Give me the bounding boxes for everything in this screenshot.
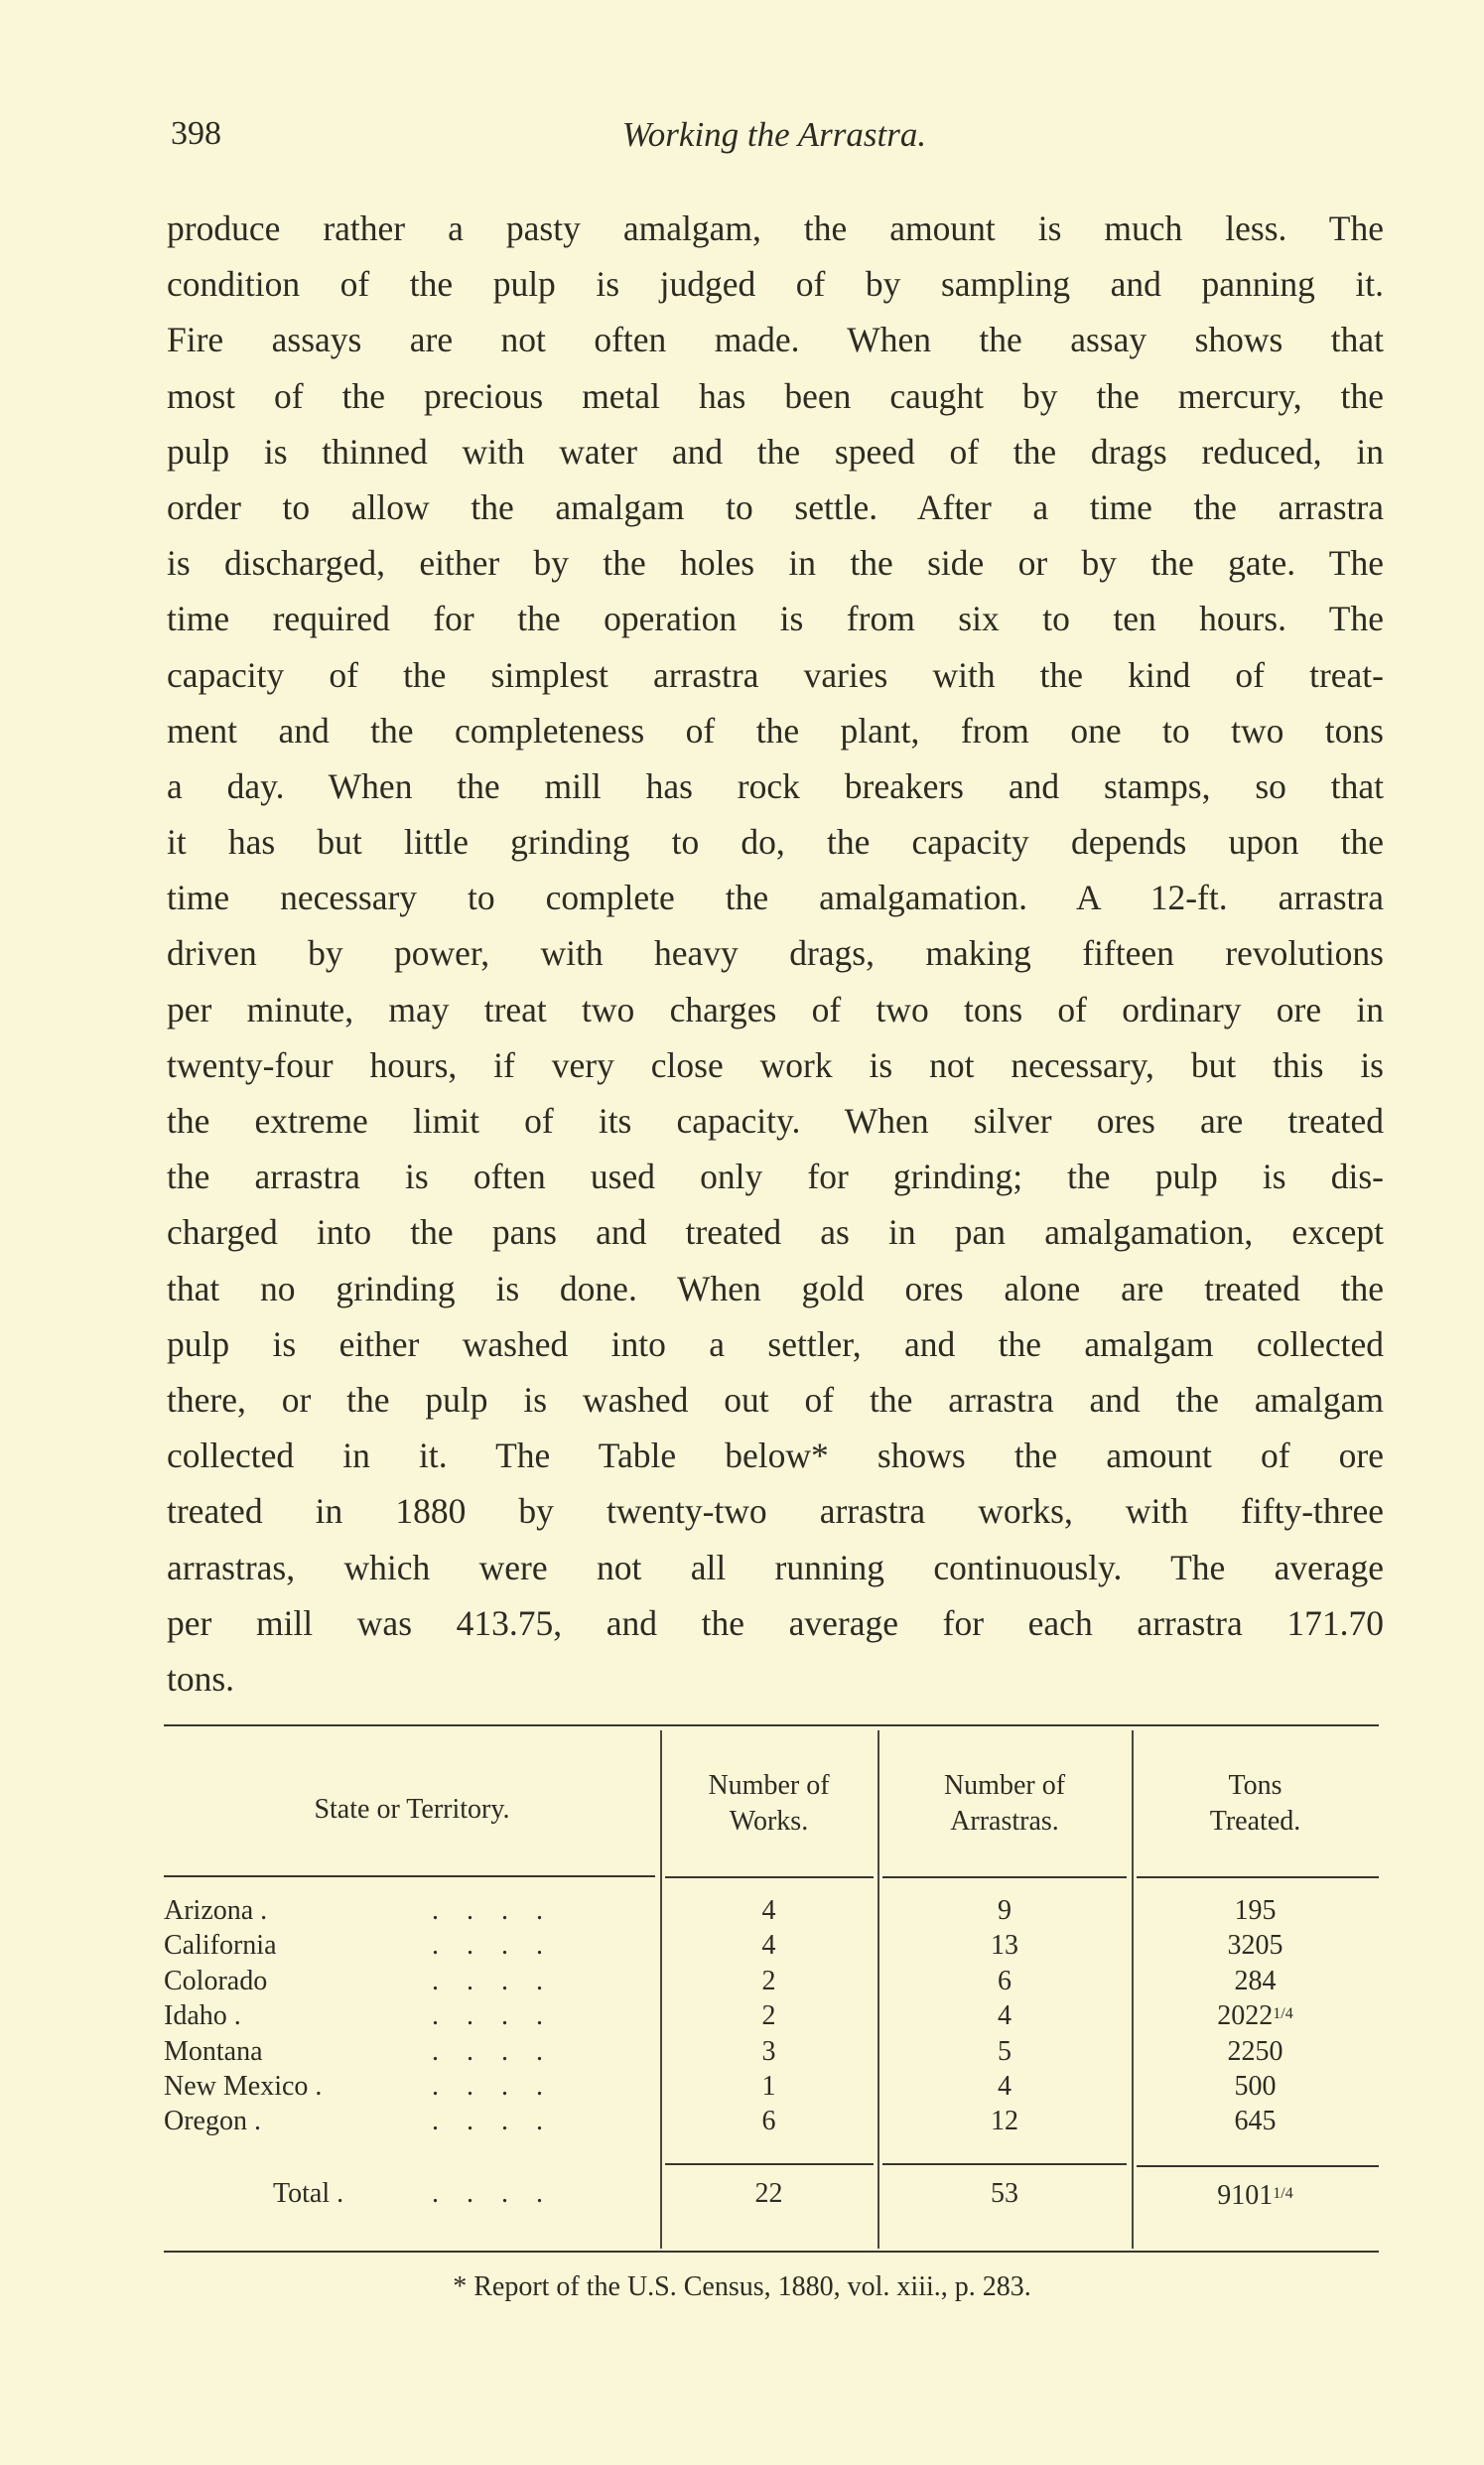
row-works: 4 [761,1930,776,1962]
row-works: 6 [761,2106,776,2137]
row-state: New Mexico . [164,2071,323,2102]
row-tons-fraction: 1/4 [1273,2005,1293,2023]
row-tons [1132,1964,1379,1998]
row-state: California [164,1930,277,1962]
total-tons-fraction: 1/4 [1273,2185,1293,2202]
header-tons [1132,1768,1379,1840]
row-tons [1132,2069,1379,2104]
header-works [660,1768,877,1840]
text-line: pulp is either washed into a settler, and the amalgam collected [167,1323,1384,1364]
row-leader-dots: . . . . [432,2071,543,2102]
header-arrastras-line1: Number of [943,1770,1066,1801]
row-works: 2 [761,2000,776,2032]
row-arrastras: 9 [998,1895,1012,1926]
row-arrastras: 12 [991,2106,1018,2137]
text-line: twenty-four hours, if very close work is not necessary, but this is [167,1044,1384,1085]
text-line: driven by power, with heavy drags, making fifteen revolutions [167,933,1384,974]
header-bottom-rule [665,1876,874,1878]
text-line: condition of the pulp is judged of by sampling and panning it. [167,264,1384,305]
text-line: ment and the completeness of the plant, from one to two tons [167,710,1384,751]
total-rule [1137,2165,1379,2167]
row-tons [1132,1998,1379,2033]
header-tons-line1: Tons [1228,1770,1282,1801]
row-tons [1132,1928,1379,1963]
text-line: that no grinding is done. When gold ores alone are treated the [167,1268,1384,1308]
row-works: 1 [761,2071,776,2102]
header-arrastras-line2: Arrastras. [950,1806,1059,1837]
row-tons-value: 2250 [1227,2035,1283,2067]
text-line: a day. When the mill has rock breakers and stamps, so that [167,765,1384,806]
text-line: tons. [167,1658,235,1699]
text-line: there, or the pulp is washed out of the arrastra and the amalgam [167,1379,1384,1420]
header-bottom-rule [164,1875,655,1877]
header-bottom-rule [1137,1876,1379,1878]
text-line: time necessary to complete the amalgamation. A 12-ft. arrastra [167,878,1384,918]
arrastra-table [164,1724,1379,2260]
row-works: 2 [761,1965,776,1996]
row-arrastras: 4 [998,2000,1012,2032]
row-state: Arizona . [164,1895,268,1926]
text-line: most of the precious metal has been caught by the mercury, the [167,375,1384,416]
row-arrastras: 4 [998,2071,1012,2102]
table-bottom-rule [164,2251,1379,2253]
row-state: Montana [164,2035,263,2067]
row-arrastras: 5 [998,2035,1012,2067]
text-line: it has but little grinding to do, the capacity depends upon the [167,822,1384,863]
row-tons-value: 645 [1234,2106,1277,2137]
text-line: Fire assays are not often made. When the assay shows that [167,320,1384,360]
row-tons-value: 195 [1234,1895,1277,1926]
total-rule [882,2163,1127,2165]
header-arrastras [877,1768,1132,1840]
row-leader-dots: . . . . [432,1930,543,1962]
row-leader-dots: . . . . [432,2000,543,2032]
row-arrastras: 6 [998,1965,1012,1996]
total-dots: . . . . [432,2178,543,2209]
row-leader-dots: . . . . [432,1895,543,1926]
total-arrastras: 53 [991,2178,1018,2209]
total-tons [1132,2178,1379,2213]
header-bottom-rule [882,1876,1127,1878]
header-works-line1: Number of [708,1770,830,1801]
row-tons-value: 2022 [1217,2000,1274,2032]
table-top-rule [164,1724,1379,1726]
text-line: the extreme limit of its capacity. When silver ores are treated [167,1101,1384,1141]
text-line: treated in 1880 by twenty-two arrastra works, with fifty-three [167,1491,1384,1532]
row-leader-dots: . . . . [432,1965,543,1996]
header-tons-line2: Treated. [1209,1806,1301,1837]
text-line: per minute, may treat two charges of two tons of ordinary ore in [167,989,1384,1029]
row-tons [1132,1893,1379,1928]
footnote: * Report of the U.S. Census, 1880, vol. xiii., p. 283. [453,2271,1031,2302]
running-head: Working the Arrastra. [621,115,927,154]
header-works-line2: Works. [729,1806,809,1837]
row-tons-value: 500 [1234,2071,1277,2102]
text-line: the arrastra is often used only for grinding; the pulp is dis- [167,1157,1384,1197]
row-state: Colorado [164,1965,268,1996]
row-state: Oregon . [164,2106,261,2137]
text-line: arrastras, which were not all running continuously. The average [167,1547,1384,1587]
row-tons-value: 3205 [1227,1930,1283,1962]
page-number: 398 [171,115,221,152]
total-rule [665,2163,874,2165]
total-label [273,2176,343,2211]
total-works: 22 [754,2178,783,2209]
text-line: order to allow the amalgam to settle. After a time the arrastra [167,486,1384,527]
row-tons [1132,2104,1379,2138]
text-line: time required for the operation is from six to ten hours. The [167,599,1384,639]
row-works: 3 [761,2035,776,2067]
text-line: capacity of the simplest arrastra varies with the kind of treat- [167,654,1384,695]
text-line: produce rather a pasty amalgam, the amount is much less. The [167,208,1384,248]
text-line: collected in it. The Table below* shows the amount of ore [167,1436,1384,1476]
total-tons-value: 9101 [1217,2180,1274,2211]
row-works: 4 [761,1895,776,1926]
text-line: per mill was 413.75, and the average for each arrastra 171.70 [167,1602,1384,1643]
row-leader-dots: . . . . [432,2106,543,2137]
row-leader-dots: . . . . [432,2035,543,2067]
body-paragraph [167,204,1384,1710]
row-arrastras: 13 [991,1930,1018,1962]
text-line: charged into the pans and treated as in pan amalgamation, except [167,1212,1384,1253]
text-line: is discharged, either by the holes in the side or by the gate. The [167,543,1384,584]
text-line: pulp is thinned with water and the speed of the drags reduced, in [167,431,1384,472]
header-state: State or Territory. [314,1794,510,1825]
row-tons [1132,2034,1379,2069]
row-tons-value: 284 [1234,1965,1277,1996]
row-state: Idaho . [164,2000,241,2032]
total-label-text: Total . [273,2178,344,2209]
